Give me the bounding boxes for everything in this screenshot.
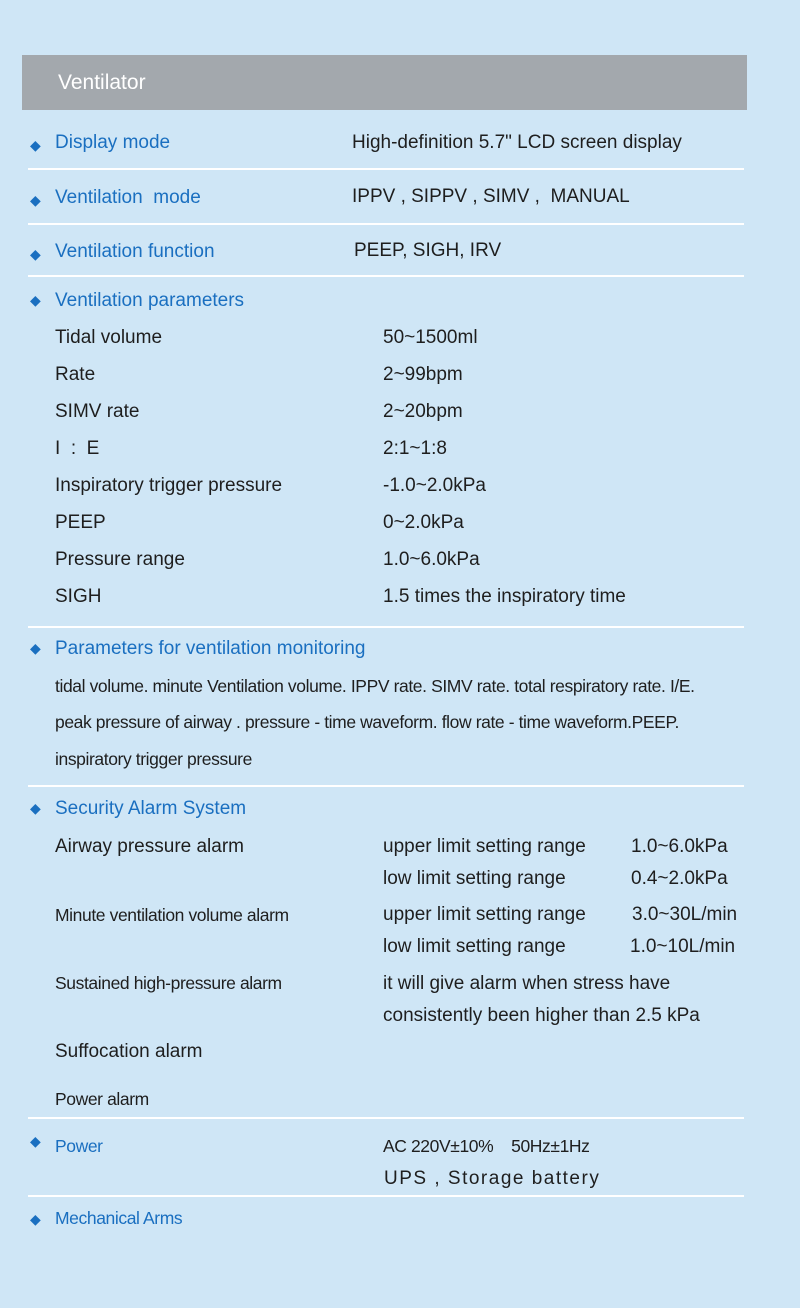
divider [28, 275, 744, 277]
diamond-bullet-icon: ◆ [30, 246, 41, 262]
ventilation-mode-label: Ventilation mode [55, 187, 201, 208]
param-name: SIMV rate [55, 401, 140, 422]
param-name: Pressure range [55, 549, 185, 570]
diamond-bullet-icon: ◆ [30, 640, 41, 656]
alarm-range-value: 0.4~2.0kPa [631, 868, 728, 889]
param-name: Inspiratory trigger pressure [55, 475, 283, 496]
ventilation-function-value: PEEP, SIGH, IRV [354, 240, 502, 261]
ventilation-parameters-label: Ventilation parameters [55, 290, 245, 311]
alarm-description: it will give alarm when stress have [383, 973, 671, 994]
divider [28, 1117, 744, 1119]
page-title: Ventilator [58, 71, 146, 94]
display-mode-value: High-definition 5.7" LCD screen display [352, 132, 682, 153]
power-label: Power [55, 1136, 103, 1156]
alarm-range-value: 3.0~30L/min [632, 904, 738, 925]
diamond-bullet-icon: ◆ [30, 137, 41, 153]
display-mode-label: Display mode [55, 132, 171, 153]
param-value: 0~2.0kPa [383, 512, 464, 533]
param-value: 1.0~6.0kPa [383, 549, 480, 570]
ventilation-mode-value: IPPV , SIPPV , SIMV , MANUAL [352, 186, 630, 207]
alarm-name: Minute ventilation volume alarm [55, 905, 289, 925]
security-alarm-label: Security Alarm System [55, 798, 247, 819]
param-name: PEEP [55, 512, 106, 533]
param-value: 1.5 times the inspiratory time [383, 586, 626, 607]
divider [28, 168, 744, 170]
param-value: 2~20bpm [383, 401, 463, 422]
diamond-bullet-icon: ◆ [30, 192, 41, 208]
divider [28, 785, 744, 787]
param-name: Rate [55, 364, 96, 385]
alarm-range-label: upper limit setting range [383, 904, 586, 925]
power-value: AC 220V±10% 50Hz±1Hz [383, 1136, 590, 1156]
diamond-bullet-icon: ◆ [30, 1133, 41, 1149]
alarm-name: Power alarm [55, 1089, 149, 1109]
alarm-range-label: low limit setting range [383, 936, 566, 957]
diamond-bullet-icon: ◆ [30, 800, 41, 816]
monitoring-text-line: inspiratory trigger pressure [55, 749, 252, 769]
power-value: UPS , Storage battery [384, 1168, 601, 1189]
alarm-description: consistently been higher than 2.5 kPa [383, 1005, 700, 1026]
alarm-range-value: 1.0~6.0kPa [631, 836, 728, 857]
param-value: -1.0~2.0kPa [383, 475, 486, 496]
alarm-range-label: low limit setting range [383, 868, 566, 889]
param-name: Tidal volume [55, 327, 163, 348]
monitoring-text-line: tidal volume. minute Ventilation volume. IPPV rate. SIMV rate. total respiratory rate. I/E. [55, 676, 695, 696]
divider [28, 223, 744, 225]
mechanical-arms-label: Mechanical Arms [55, 1208, 183, 1228]
monitoring-label: Parameters for ventilation monitoring [55, 638, 366, 659]
alarm-name: Airway pressure alarm [55, 836, 244, 857]
param-name: I : E [55, 438, 100, 459]
alarm-name: Sustained high-pressure alarm [55, 973, 282, 993]
alarm-range-value: 1.0~10L/min [630, 936, 736, 957]
param-value: 50~1500ml [383, 327, 478, 348]
ventilation-function-label: Ventilation function [55, 241, 215, 262]
alarm-name: Suffocation alarm [55, 1041, 203, 1062]
param-name: SIGH [55, 586, 102, 607]
param-value: 2~99bpm [383, 364, 463, 385]
param-value: 2:1~1:8 [383, 438, 447, 459]
monitoring-text-line: peak pressure of airway . pressure - time waveform. flow rate - time waveform.PEEP. [55, 712, 679, 732]
divider [28, 1195, 744, 1197]
diamond-bullet-icon: ◆ [30, 1211, 41, 1227]
diamond-bullet-icon: ◆ [30, 292, 41, 308]
alarm-range-label: upper limit setting range [383, 836, 586, 857]
header-bar [22, 55, 747, 110]
divider [28, 626, 744, 628]
